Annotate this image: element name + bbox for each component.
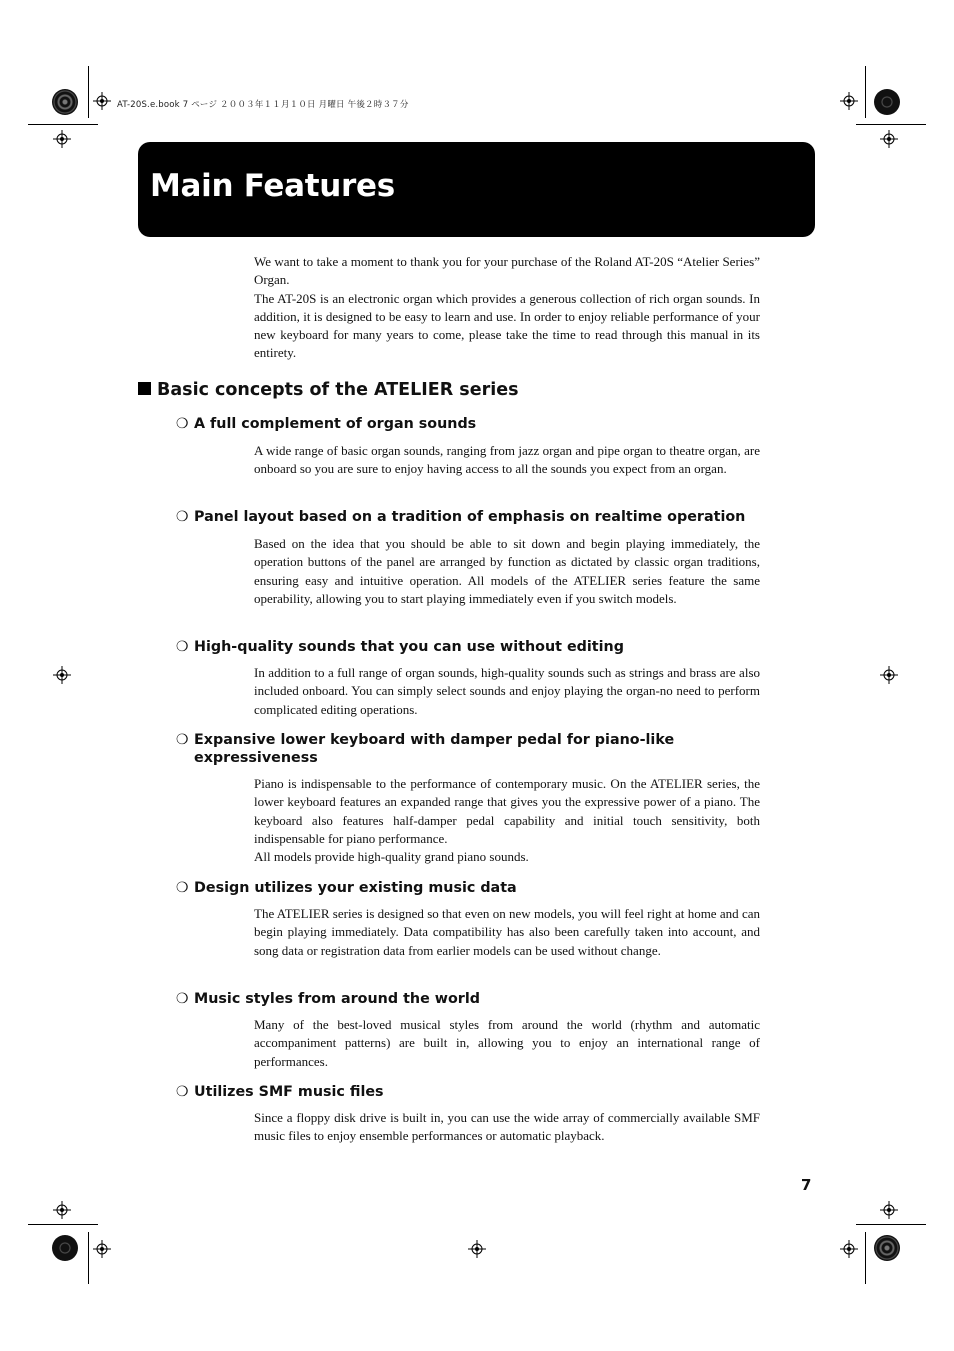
registration-mark-icon	[840, 92, 858, 110]
feature-heading	[176, 731, 716, 767]
registration-disc-icon	[874, 1235, 900, 1261]
crop-line	[865, 66, 866, 118]
feature-paragraph: A wide range of basic organ sounds, ranging from jazz organ and pipe organ to theatre organ, are onboard so you are sure to enjoy having access to all the sounds you expect from an organ.	[254, 443, 760, 477]
registration-mark-icon	[840, 1240, 858, 1258]
circle-bullet-icon: ❍	[176, 732, 189, 748]
feature-heading-text: Utilizes SMF music files	[194, 1084, 384, 1100]
title-bar	[138, 142, 815, 237]
crop-line	[88, 66, 89, 118]
registration-mark-icon	[880, 1201, 898, 1219]
registration-disc-icon	[52, 1235, 78, 1261]
feature-heading	[176, 990, 776, 1008]
feature-heading	[176, 638, 776, 656]
feature-paragraph: All models provide high-quality grand piano sounds.	[254, 849, 529, 865]
circle-bullet-icon: ❍	[176, 991, 189, 1007]
feature-heading	[176, 1083, 776, 1101]
feature-paragraph: Based on the idea that you should be able to sit down and begin playing immediately, the operation buttons of the panel are arranged by function as dictated by classic organ traditions, ensuring easy and intuitive operation. All models of the ATELIER series feature the same operability, allowing you to start playing immediately even if you switch models.	[254, 536, 760, 606]
feature-heading	[176, 508, 776, 526]
crop-line	[28, 124, 98, 125]
circle-bullet-icon: ❍	[176, 1084, 189, 1100]
registration-mark-icon	[880, 130, 898, 148]
circle-bullet-icon: ❍	[176, 880, 189, 896]
feature-heading-text: Music styles from around the world	[194, 991, 480, 1007]
registration-mark-icon	[53, 130, 71, 148]
feature-body	[254, 442, 760, 479]
section-heading-text: Basic concepts of the ATELIER series	[157, 380, 519, 400]
feature-heading	[176, 415, 776, 433]
feature-heading-text: High-quality sounds that you can use without editing	[194, 639, 624, 655]
crop-line	[856, 1224, 926, 1225]
feature-body	[254, 1109, 760, 1146]
feature-paragraph: Piano is indispensable to the performance of contemporary music. On the ATELIER series, the lower keyboard features an expanded range that gives you the expressive power of a piano. The keyboard also features half-damper pedal capability and initial touch sensitivity, both indispensable for piano performance.	[254, 776, 760, 846]
crop-line	[856, 124, 926, 125]
registration-mark-icon	[53, 1201, 71, 1219]
feature-paragraph: Many of the best-loved musical styles from around the world (rhythm and automatic accompaniment patterns) are built in, allowing you to enjoy an international range of performances.	[254, 1017, 760, 1069]
circle-bullet-icon: ❍	[176, 416, 189, 432]
feature-heading-text: Expansive lower keyboard with damper pedal for piano-like expressiveness	[194, 732, 675, 766]
section-heading	[138, 380, 519, 400]
square-bullet-icon	[138, 382, 151, 395]
crop-line	[865, 1232, 866, 1284]
registration-mark-icon	[468, 1240, 486, 1258]
registration-mark-icon	[880, 666, 898, 684]
feature-heading-text: A full complement of organ sounds	[194, 416, 477, 432]
feature-paragraph: Since a floppy disk drive is built in, you can use the wide array of commercially available SMF music files to enjoy ensemble performances or automatic playback.	[254, 1110, 760, 1144]
feature-paragraph: In addition to a full range of organ sounds, high-quality sounds such as strings and brass are also included onboard. You can simply select sounds and enjoy playing the organ-no need to perform complicated editing operations.	[254, 665, 760, 717]
feature-paragraph: The ATELIER series is designed so that even on new models, you will feel right at home and can begin playing immediately. Data compatibility has also been carefully taken into account, and song data or registration data from earlier models can be used without change.	[254, 906, 760, 958]
registration-mark-icon	[93, 92, 111, 110]
registration-mark-icon	[53, 666, 71, 684]
feature-body	[254, 775, 760, 866]
page-number: 7	[801, 1176, 812, 1194]
circle-bullet-icon: ❍	[176, 639, 189, 655]
registration-mark-icon	[93, 1240, 111, 1258]
intro-paragraph: The AT-20S is an electronic organ which provides a generous collection of rich organ sounds. In addition, it is designed to be easy to learn and use. In order to enjoy reliable performance of your new keyboard for many years to come, please take the time to read through this manual in its entirety.	[254, 290, 760, 361]
feature-body	[254, 905, 760, 960]
feature-body	[254, 1016, 760, 1071]
feature-heading	[176, 879, 776, 897]
feature-heading-text: Panel layout based on a tradition of emphasis on realtime operation	[194, 509, 746, 525]
circle-bullet-icon: ❍	[176, 509, 189, 525]
feature-body	[254, 664, 760, 719]
crop-line	[88, 1232, 89, 1284]
feature-body	[254, 535, 760, 608]
crop-line	[28, 1224, 98, 1225]
print-header: AT-20S.e.book 7 ページ ２００３年１１月１０日 月曜日 午後２時３７分	[117, 100, 409, 110]
page-title: Main Features	[150, 168, 395, 204]
registration-disc-icon	[874, 89, 900, 115]
intro-paragraph: We want to take a moment to thank you for your purchase of the Roland AT-20S “Atelier Series” Organ.	[254, 254, 760, 288]
intro-text	[254, 253, 760, 363]
feature-heading-text: Design utilizes your existing music data	[194, 880, 517, 896]
registration-disc-icon	[52, 89, 78, 115]
